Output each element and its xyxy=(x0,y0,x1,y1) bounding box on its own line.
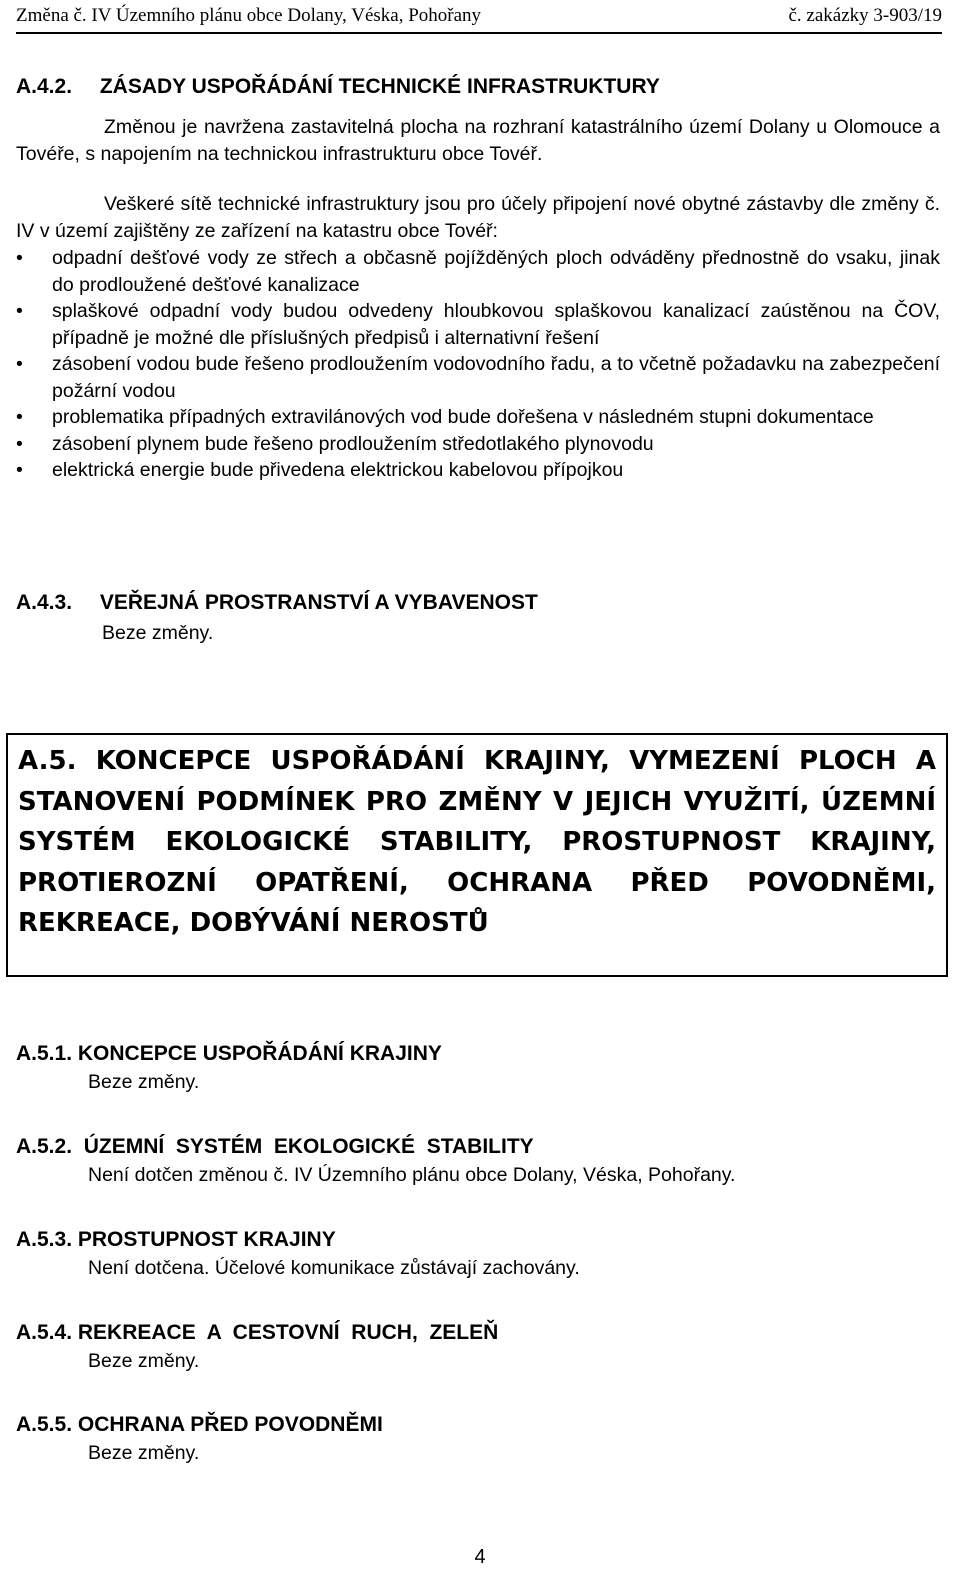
bullet-glyph: • xyxy=(16,459,23,481)
subsection-body: Beze změny. xyxy=(88,1071,200,1093)
list-item: • splaškové odpadní vody budou odvedeny hloubkovou splaškovou kanalizací zaústěnou na ČOV, případně je možné dle příslušných předpisů i alternativní řešení xyxy=(16,300,940,349)
subsection-a52 xyxy=(16,1133,735,1189)
subsection-title: A.5.5. OCHRANA PŘED POVODNĚMI xyxy=(16,1413,383,1436)
chapter-heading-box-a5 xyxy=(6,733,948,977)
page-header xyxy=(16,4,942,34)
list-item: • zásobení vodou bude řešeno prodloužením vodovodního řadu, a to včetně požadavku na zabezpečení požární vodou xyxy=(16,353,940,402)
section-title: ZÁSADY USPOŘÁDÁNÍ TECHNICKÉ INFRASTRUKTURY xyxy=(99,75,660,98)
section-heading-a42 xyxy=(16,74,660,101)
subsection-body: Není dotčena. Účelové komunikace zůstávají zachovány. xyxy=(88,1257,580,1279)
section-number: A.4.3. xyxy=(16,591,73,614)
bullet-glyph: • xyxy=(16,432,23,455)
bullet-glyph: • xyxy=(16,247,23,269)
subsection-body: Beze změny. xyxy=(88,1442,200,1464)
infrastructure-list xyxy=(16,245,940,484)
page-number: 4 xyxy=(474,1546,486,1568)
list-item: • problematika případných extravilánových vod bude dořešena v následném stupni dokumentace xyxy=(16,404,940,431)
header-order-number: č. zakázky 3-903/19 xyxy=(788,5,942,26)
subsection-a53 xyxy=(16,1226,580,1282)
subsection-title: A.5.1. KONCEPCE USPOŘÁDÁNÍ KRAJINY xyxy=(16,1042,442,1065)
bullet-glyph: • xyxy=(16,300,23,322)
paragraph-site: Veškeré sítě technické infrastruktury jsou pro účely připojení nové obytné zástavby dle změny č. IV v území zajištěny ze zařízení na katastru obce Tovéř: xyxy=(16,193,940,242)
chapter-title: A.5. KONCEPCE USPOŘÁDÁNÍ KRAJINY, VYMEZENÍ PLOCH A STANOVENÍ PODMÍNEK PRO ZMĚNY V JEJICH VYUŽITÍ, ÚZEMNÍ SYSTÉM EKOLOGICKÉ STABILITY, PROSTUPNOST KRAJINY, PROTIEROZNÍ OPATŘENÍ, OCHRANA PŘED POVODNĚMI, REKREACE, DOBÝVÁNÍ NEROSTŮ xyxy=(18,746,936,938)
subsection-a51 xyxy=(16,1040,442,1096)
bullet-glyph: • xyxy=(16,353,23,375)
bullet-glyph: • xyxy=(16,406,23,428)
subsection-title: A.5.2. ÚZEMNÍ SYSTÉM EKOLOGICKÉ STABILITY xyxy=(16,1135,534,1158)
list-item: • odpadní dešťové vody ze střech a občasně pojížděných ploch odváděny přednostně do vsaku, jinak do prodloužené dešťové kanalizace xyxy=(16,247,940,296)
section-title: VEŘEJNÁ PROSTRANSTVÍ A VYBAVENOST xyxy=(99,591,538,614)
list-item: • elektrická energie bude přivedena elektrickou kabelovou přípojkou xyxy=(16,457,940,484)
paragraph-plocha: Změnou je navržena zastavitelná plocha na rozhraní katastrálního území Dolany u Olomouce a Tovéře, s napojením na technickou infrastrukturu obce Tovéř. xyxy=(16,116,940,165)
subsection-title: A.5.3. PROSTUPNOST KRAJINY xyxy=(16,1228,336,1251)
section-number: A.4.2. xyxy=(16,75,73,98)
subsection-a54 xyxy=(16,1319,498,1375)
list-item: • zásobení plynem bude řešeno prodloužením středotlakého plynovodu xyxy=(16,431,940,458)
header-title: Změna č. IV Územního plánu obce Dolany, Véska, Pohořany xyxy=(16,5,482,26)
subsection-body: Není dotčen změnou č. IV Územního plánu obce Dolany, Véska, Pohořany. xyxy=(88,1164,736,1186)
subsection-a55 xyxy=(16,1411,383,1467)
subsection-body: Beze změny. xyxy=(88,1350,200,1372)
subsection-title: A.5.4. REKREACE A CESTOVNÍ RUCH, ZELEŇ xyxy=(16,1321,499,1344)
section-body-a43: Beze změny. xyxy=(102,622,214,644)
section-heading-a43 xyxy=(16,590,538,617)
